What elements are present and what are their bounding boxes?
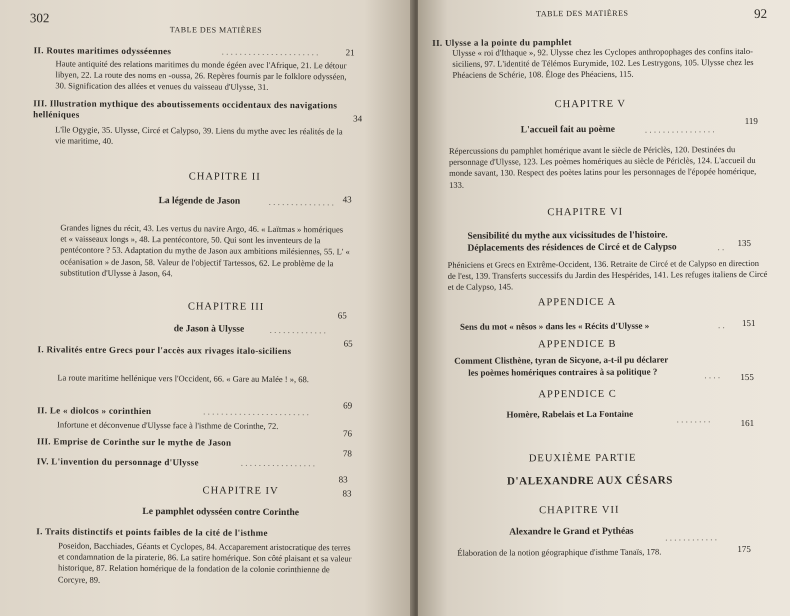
leader-dots: . . . . . . . . . . . . . . . xyxy=(268,196,334,208)
entry-title: I. Rivalités entre Grecs pour l'accès aux rivages italo-siciliens xyxy=(37,344,292,357)
chapter-body: Phéniciens et Grecs en Extrême-Occident, 136. Retraite de Circé et de Calypso en direction de l'est, 139. Transferts successifs du Jardin des Hespérides, 141. Les refuges italiens de Circé et de Calypso, 145. xyxy=(447,257,768,293)
appendix-title: les poèmes homériques contraires à sa politique ? xyxy=(468,366,658,378)
chapter-heading: CHAPITRE VII xyxy=(539,504,620,517)
leader-dots: . . . . . . . . . . . . . . . . . xyxy=(240,457,316,469)
chapter-subtitle: de Jason à Ulysse xyxy=(173,324,245,335)
entry-page: 21 xyxy=(345,47,355,58)
entry-title: I. Traits distinctifs et points faibles de la cité de l'isthme xyxy=(36,526,268,538)
entry-page: 83 xyxy=(338,474,348,485)
entry-page: 175 xyxy=(737,543,751,555)
appendix-title: Homère, Rabelais et La Fontaine xyxy=(506,408,634,420)
running-head: TABLE DES MATIÈRES xyxy=(536,8,629,19)
entry-title: II. Le « diolcos » corinthien xyxy=(37,405,152,417)
chapter-heading: CHAPITRE II xyxy=(188,171,261,183)
right-page xyxy=(418,0,790,616)
leader-dots: . . . . xyxy=(704,370,721,381)
chapter-heading: CHAPITRE V xyxy=(554,98,627,111)
leader-dots: . . . . . . . . . . . . . . . . xyxy=(644,124,715,135)
entry-body: L'île Ogygie, 35. Ulysse, Circé et Calypso, 39. Liens du mythe avec les réalités de la vie maritime, 40. xyxy=(54,124,343,146)
entry-page: 155 xyxy=(740,371,754,383)
entry-page: 135 xyxy=(737,237,752,249)
leader-dots: . . . . . . . . . . . . . . . . . . . . . . xyxy=(221,46,319,58)
appendix-heading: APPENDICE C xyxy=(538,388,617,401)
page-number: 92 xyxy=(754,5,768,21)
entry-body: Poseidon, Bacchiades, Géants et Cyclopes, 84. Accaparement aristocratique des terres et condamnation de la piraterie, 86. La satire homérique. Son côté plaisant et sa valeur historique, 87. Relation homérique de la fondation de la colonie corinthienne de Corcyre, 89. xyxy=(57,540,352,585)
entry-title: III. Emprise de Corinthe sur le mythe de Jason xyxy=(36,436,232,448)
entry-body: Ulysse « roi d'Ithaque », 92. Ulysse chez les Cyclopes anthropophages des confins italo-siciliens, 97. L'identité de Télémos Eurymide, 102. Les Lestrygons, 105. Ulysse chez les Phéaciens de Schérie, 108. Éloge des Phéaciens, 115. xyxy=(452,45,754,81)
page-number: 302 xyxy=(29,10,50,26)
chapter-subtitle: Sensibilité du mythe aux vicissitudes de l'histoire. xyxy=(467,230,668,242)
appendix-heading: APPENDICE A xyxy=(537,296,617,309)
chapter-heading: CHAPITRE III xyxy=(187,301,265,313)
leader-dots: . . . . . . . . . . . . . . . . . . . . . . . . xyxy=(203,406,309,418)
appendix-title: Sens du mot « nêsos » dans les « Récits d'Ulysse » xyxy=(459,320,650,332)
leader-dots: . . . . . . . . . . . . . xyxy=(269,324,326,336)
chapter-heading: CHAPITRE IV xyxy=(202,485,279,497)
entry-page: 69 xyxy=(343,400,353,411)
part-title: D'ALEXANDRE AUX CÉSARS xyxy=(506,474,673,488)
entry-page: 83 xyxy=(342,488,352,499)
entry-page: 65 xyxy=(343,338,353,349)
entry-page: 119 xyxy=(744,115,758,127)
leader-dots: . . xyxy=(717,320,725,331)
entry-body: Infortune et déconvenue d'Ulysse face à l'isthme de Corinthe, 72. xyxy=(57,419,279,431)
appendix-heading: APPENDICE B xyxy=(538,338,617,351)
entry-page: 78 xyxy=(342,448,352,459)
entry-page: 34 xyxy=(353,113,363,124)
entry-title: IV. L'invention du personnage d'Ulysse xyxy=(36,456,199,468)
entry-title: III. Illustration mythique des aboutissements occidentaux des navigations helléniques xyxy=(33,98,338,120)
chapter-subtitle: La légende de Jason xyxy=(158,196,241,207)
entry-page: 76 xyxy=(342,428,353,439)
appendix-title: Comment Clisthène, tyran de Sicyone, a-t-il pu déclarer xyxy=(454,354,669,366)
chapter-heading: CHAPITRE VI xyxy=(547,206,624,219)
chapter-subtitle: L'accueil fait au poème xyxy=(520,124,616,136)
chapter-body: Répercussions du pamphlet homérique avant le siècle de Périclès, 120. Destinées du personnage d'Ulysse, 123. Les poèmes homériques au siècle de Périclès, 124. L'accueil du monde savant, 130. Respect des poètes latins pour les personnages de l'épopée homérique, 133. xyxy=(448,144,757,190)
entry-page: 43 xyxy=(342,194,352,205)
chapter-body: Grandes lignes du récit, 43. Les vertus du navire Argo, 46. « Laïtmas » homériques et « vaisseaux longs », 48. La pentécontore, 50. Qui sont les inventeurs de la pentécontore ? 53. Adaptation du mythe de Jason aux ambitions milésiennes, 55. L' « océanisation » de Jason, 58. Valeur de l'objectif Tartessos, 62. Le problème de la substitution d'Ulysse à Jason, 64. xyxy=(60,222,350,279)
chapter-subtitle: Déplacements des résidences de Circé et de Calypso xyxy=(467,242,677,254)
entry-body: Haute antiquité des relations maritimes du monde égéen avec l'Afrique, 21. Le détour libyen, 22. La route des noms en -oussa, 26. Repères fournis par le folklore odysséen, 30. Signification des allées et venues du vaisseau d'Ulysse, 31. xyxy=(55,58,347,93)
entry-page: 65 xyxy=(337,310,347,321)
entry-title: II. Ulysse a la pointe du pamphlet xyxy=(432,37,572,48)
leader-dots: . . . . . . . . . . . . xyxy=(665,532,718,543)
entry-page: 161 xyxy=(740,417,755,429)
chapter-subtitle: Alexandre le Grand et Pythéas xyxy=(509,526,634,538)
entry-body: La route maritime hellénique vers l'Occident, 66. « Gare au Malée ! », 68. xyxy=(57,372,309,385)
entry-title: II. Routes maritimes odysséennes xyxy=(33,45,172,57)
chapter-subtitle: Le pamphlet odysséen contre Corinthe xyxy=(142,507,300,519)
chapter-body: Élaboration de la notion géographique d'isthme Tanaïs, 178. xyxy=(457,546,662,558)
leader-dots: . . xyxy=(717,242,725,253)
entry-page: 151 xyxy=(741,317,756,329)
part-heading: DEUXIÈME PARTIE xyxy=(528,452,637,465)
leader-dots: . . . . . . . . xyxy=(676,414,711,425)
running-head: TABLE DES MATIÈRES xyxy=(169,25,263,35)
